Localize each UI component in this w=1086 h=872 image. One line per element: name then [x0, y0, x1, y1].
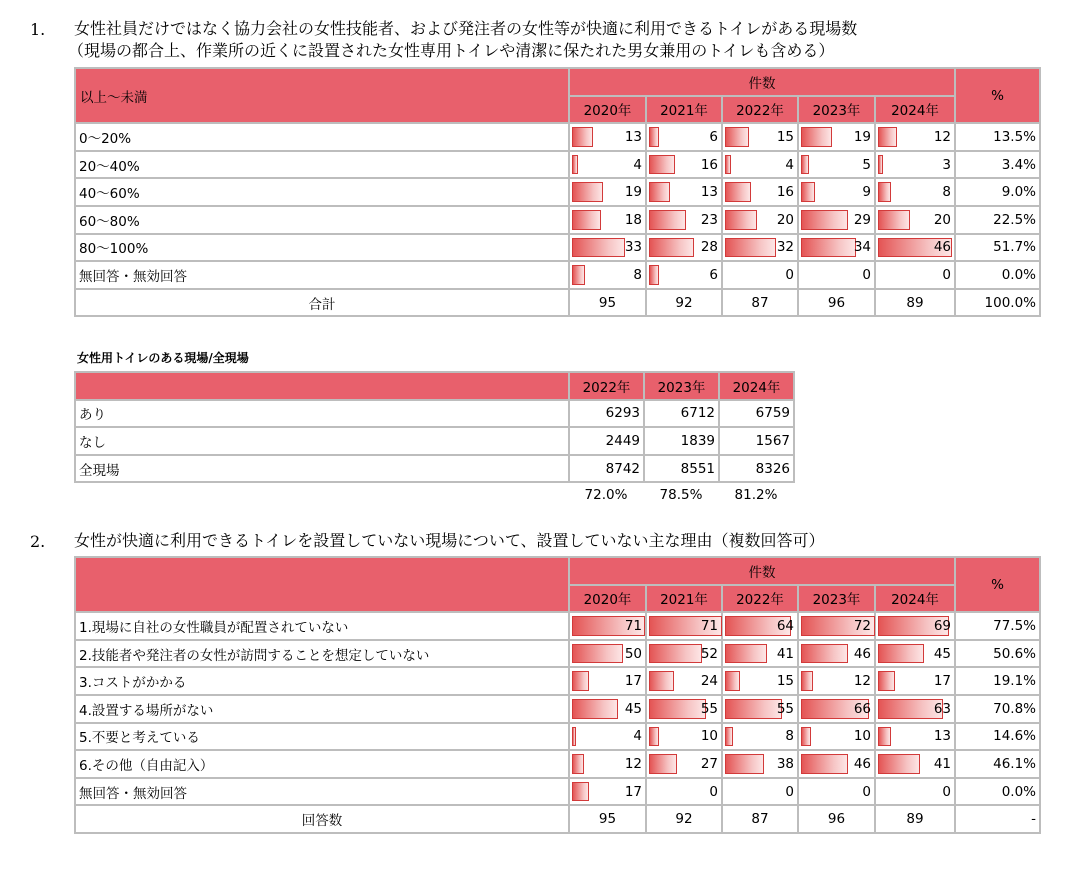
value-cell: [798, 667, 875, 695]
value-bar: [649, 754, 677, 774]
row-label: あり: [75, 400, 569, 428]
value-cell: [646, 723, 722, 751]
row-label: 1.現場に自社の女性職員が配置されていない: [75, 612, 569, 640]
value-cell: [875, 151, 955, 179]
value-number: 0: [709, 783, 718, 800]
value-bar: [878, 754, 920, 774]
value-cell: [875, 750, 955, 778]
value-number: 0: [862, 783, 871, 800]
value-bar: [572, 782, 589, 802]
value-cell: [722, 234, 798, 262]
total-label: 合計: [75, 289, 569, 317]
section-1-number: 1.: [30, 20, 46, 39]
value-cell: [798, 151, 875, 179]
value-number: 45: [624, 700, 642, 717]
value-cell: [722, 151, 798, 179]
row-label: 0～20%: [75, 123, 569, 151]
row-label: 3.コストがかかる: [75, 667, 569, 695]
value-cell: [798, 206, 875, 234]
value-cell: [798, 723, 875, 751]
table-row: [75, 427, 794, 455]
ratio-header-blank: [75, 372, 569, 400]
value-number: 17: [933, 673, 952, 690]
value-cell: [646, 261, 722, 289]
value-bar: [801, 210, 848, 230]
reason-table: [74, 556, 1041, 834]
value-cell: [875, 723, 955, 751]
table-row: [75, 234, 1040, 262]
value-cell: [646, 151, 722, 179]
value-number: 20: [933, 211, 952, 228]
value-cell: 6712: [644, 400, 719, 428]
value-bar: [725, 238, 776, 258]
value-number: 5: [862, 156, 871, 173]
table-row: [75, 455, 794, 483]
value-number: 63: [933, 700, 952, 717]
year-header: 2020年: [569, 585, 646, 613]
value-number: 41: [776, 645, 794, 662]
value-cell: [875, 261, 955, 289]
value-number: 32: [776, 239, 794, 256]
value-number: 13: [933, 728, 952, 745]
row-label: 2.技能者や発注者の女性が訪問することを想定していない: [75, 640, 569, 668]
percent-cell: 70.8%: [955, 695, 1040, 723]
value-number: 23: [700, 211, 718, 228]
count-group-header: 件数: [569, 68, 955, 96]
value-number: 28: [700, 239, 718, 256]
value-number: 50: [624, 645, 642, 662]
value-cell: [569, 234, 646, 262]
percent-cell: 46.1%: [955, 750, 1040, 778]
toilet-ratio-table: [74, 371, 795, 483]
value-cell: 8742: [569, 455, 644, 483]
value-number: 46: [853, 645, 871, 662]
value-bar: [572, 644, 623, 664]
value-bar: [801, 754, 848, 774]
value-bar: [801, 127, 832, 147]
percent-header: %: [955, 68, 1040, 123]
value-cell: 1567: [719, 427, 794, 455]
value-cell: [646, 178, 722, 206]
value-bar: [649, 210, 686, 230]
value-cell: 6293: [569, 400, 644, 428]
table-row: [75, 612, 1040, 640]
value-cell: [722, 261, 798, 289]
total-cell: 87: [722, 805, 798, 833]
value-number: 66: [853, 700, 871, 717]
percent-cell: 0.0%: [955, 261, 1040, 289]
section-1-title: 女性社員だけではなく協力会社の女性技能者、および発注者の女性等が快適に利用できるトイレがある現場数: [74, 19, 858, 38]
value-number: 71: [700, 617, 718, 634]
table-row: [75, 178, 1040, 206]
row-label: 60～80%: [75, 206, 569, 234]
value-bar: [572, 699, 618, 719]
value-bar: [572, 155, 578, 175]
section-2-title: 女性が快適に利用できるトイレを設置していない現場について、設置していない主な理由（複数回答可）: [74, 531, 825, 550]
value-cell: [722, 178, 798, 206]
value-number: 29: [853, 211, 871, 228]
value-cell: [569, 640, 646, 668]
value-cell: [646, 234, 722, 262]
value-cell: [722, 206, 798, 234]
value-cell: 6759: [719, 400, 794, 428]
year-header: 2023年: [644, 372, 719, 400]
value-number: 6: [709, 266, 718, 283]
value-number: 16: [776, 184, 794, 201]
value-bar: [649, 671, 674, 691]
value-bar: [649, 699, 706, 719]
value-number: 6: [709, 128, 718, 145]
table-row: [75, 695, 1040, 723]
total-cell: 92: [646, 805, 722, 833]
value-number: 4: [633, 156, 642, 173]
row-label: 4.設置する場所がない: [75, 695, 569, 723]
value-cell: [569, 723, 646, 751]
value-cell: [798, 612, 875, 640]
value-number: 24: [700, 673, 718, 690]
total-percent: -: [955, 805, 1040, 833]
row-header: 以上～未満: [75, 68, 569, 123]
value-number: 0: [942, 783, 952, 800]
value-number: 64: [776, 617, 794, 634]
value-number: 55: [700, 700, 718, 717]
value-number: 55: [776, 700, 794, 717]
value-number: 9: [862, 184, 871, 201]
value-cell: [875, 206, 955, 234]
value-number: 15: [776, 673, 794, 690]
total-cell: 92: [646, 289, 722, 317]
percent-cell: 9.0%: [955, 178, 1040, 206]
value-bar: [801, 182, 815, 202]
toilet-ratio-title: 女性用トイレのある現場/全現場: [77, 351, 249, 365]
value-cell: [875, 178, 955, 206]
value-bar: [572, 671, 589, 691]
value-bar: [725, 127, 749, 147]
value-cell: [569, 261, 646, 289]
value-number: 15: [776, 128, 794, 145]
value-cell: [569, 206, 646, 234]
year-header: 2020年: [569, 96, 646, 124]
value-bar: [878, 727, 891, 747]
value-number: 12: [624, 755, 642, 772]
total-cell: 95: [569, 289, 646, 317]
value-bar: [649, 644, 702, 664]
value-cell: [722, 640, 798, 668]
percent-cell: 77.5%: [955, 612, 1040, 640]
value-cell: [798, 178, 875, 206]
value-number: 34: [853, 239, 871, 256]
year-header: 2023年: [798, 96, 875, 124]
value-cell: [722, 695, 798, 723]
value-bar: [878, 127, 897, 147]
value-cell: [569, 750, 646, 778]
value-number: 69: [933, 617, 952, 634]
year-header: 2023年: [798, 585, 875, 613]
value-cell: [722, 612, 798, 640]
value-number: 20: [776, 211, 794, 228]
total-cell: 95: [569, 805, 646, 833]
value-number: 12: [853, 673, 871, 690]
value-number: 8: [785, 728, 794, 745]
percent-cell: 14.6%: [955, 723, 1040, 751]
value-cell: [569, 667, 646, 695]
value-bar: [725, 754, 764, 774]
value-number: 3: [942, 156, 952, 173]
value-number: 0: [942, 266, 952, 283]
value-bar: [572, 127, 593, 147]
year-header: 2024年: [875, 96, 955, 124]
year-header: 2024年: [719, 372, 794, 400]
value-cell: [569, 612, 646, 640]
value-cell: [875, 667, 955, 695]
value-bar: [649, 238, 694, 258]
row-label: 6.その他（自由記入）: [75, 750, 569, 778]
year-header: 2024年: [875, 585, 955, 613]
value-cell: [875, 778, 955, 806]
total-cell: 87: [722, 289, 798, 317]
value-number: 13: [700, 184, 718, 201]
value-bar: [572, 265, 585, 285]
row-label: 40～60%: [75, 178, 569, 206]
row-label: 5.不要と考えている: [75, 723, 569, 751]
value-bar: [878, 182, 891, 202]
percent-cell: 22.5%: [955, 206, 1040, 234]
value-bar: [801, 727, 811, 747]
value-number: 13: [624, 128, 642, 145]
value-cell: [646, 640, 722, 668]
value-cell: [646, 695, 722, 723]
row-label: 無回答・無効回答: [75, 261, 569, 289]
value-cell: [569, 151, 646, 179]
year-header: 2022年: [722, 96, 798, 124]
count-group-header: 件数: [569, 557, 955, 585]
value-bar: [801, 644, 848, 664]
value-cell: [646, 778, 722, 806]
value-number: 8: [942, 184, 952, 201]
percent-cell: 0.0%: [955, 778, 1040, 806]
table-row: [75, 206, 1040, 234]
value-cell: [722, 123, 798, 151]
value-cell: [798, 778, 875, 806]
value-cell: [875, 612, 955, 640]
value-bar: [649, 727, 659, 747]
value-number: 10: [853, 728, 871, 745]
value-number: 46: [933, 239, 952, 256]
ratio-value: 78.5%: [659, 487, 703, 503]
value-number: 46: [853, 755, 871, 772]
value-number: 45: [933, 645, 952, 662]
section-1-subtitle: （現場の都合上、作業所の近くに設置された女性専用トイレや清潔に保たれた男女兼用のトイレも含める）: [68, 41, 835, 60]
value-cell: 1839: [644, 427, 719, 455]
value-number: 71: [624, 617, 642, 634]
table-row: [75, 400, 794, 428]
value-bar: [725, 182, 751, 202]
row-label: 全現場: [75, 455, 569, 483]
percent-cell: 19.1%: [955, 667, 1040, 695]
percent-cell: 50.6%: [955, 640, 1040, 668]
value-bar: [572, 210, 601, 230]
value-number: 38: [776, 755, 794, 772]
row-label: なし: [75, 427, 569, 455]
percent-header: %: [955, 557, 1040, 612]
value-number: 52: [700, 645, 718, 662]
value-cell: [798, 234, 875, 262]
table-row: [75, 123, 1040, 151]
value-cell: [569, 695, 646, 723]
value-cell: [569, 778, 646, 806]
value-cell: 2449: [569, 427, 644, 455]
row-label: 無回答・無効回答: [75, 778, 569, 806]
ratio-value: 81.2%: [734, 487, 778, 503]
table-row: [75, 723, 1040, 751]
value-number: 0: [862, 266, 871, 283]
year-header: 2021年: [646, 96, 722, 124]
value-cell: [722, 667, 798, 695]
value-number: 8: [633, 266, 642, 283]
value-cell: [722, 778, 798, 806]
year-header: 2022年: [722, 585, 798, 613]
section-2-number: 2.: [30, 532, 46, 551]
value-cell: [875, 123, 955, 151]
value-cell: [798, 695, 875, 723]
value-bar: [649, 182, 670, 202]
value-cell: [646, 206, 722, 234]
value-cell: [646, 612, 722, 640]
total-cell: 96: [798, 805, 875, 833]
value-number: 0: [785, 266, 794, 283]
value-number: 12: [933, 128, 952, 145]
value-cell: [875, 640, 955, 668]
value-number: 72: [853, 617, 871, 634]
value-bar: [801, 238, 856, 258]
value-number: 41: [933, 755, 952, 772]
total-label: 回答数: [75, 805, 569, 833]
row-header-blank: [75, 557, 569, 612]
value-cell: [646, 750, 722, 778]
value-number: 33: [624, 239, 642, 256]
table-row: [75, 750, 1040, 778]
value-number: 19: [624, 184, 642, 201]
value-bar: [572, 754, 584, 774]
value-number: 0: [785, 783, 794, 800]
value-cell: [569, 123, 646, 151]
table-row: [75, 667, 1040, 695]
value-bar: [725, 671, 740, 691]
value-number: 17: [624, 673, 642, 690]
table-row: [75, 151, 1040, 179]
value-number: 17: [624, 783, 642, 800]
total-percent: 100.0%: [955, 289, 1040, 317]
value-bar: [878, 644, 924, 664]
value-bar: [649, 127, 659, 147]
total-cell: 96: [798, 289, 875, 317]
value-cell: [722, 723, 798, 751]
value-number: 27: [700, 755, 718, 772]
value-bar: [878, 155, 883, 175]
table-row: [75, 778, 1040, 806]
value-cell: 8551: [644, 455, 719, 483]
value-cell: [875, 234, 955, 262]
row-label: 20～40%: [75, 151, 569, 179]
total-cell: 89: [875, 805, 955, 833]
value-cell: [875, 695, 955, 723]
value-bar: [725, 699, 782, 719]
value-bar: [572, 182, 603, 202]
value-number: 4: [785, 156, 794, 173]
value-cell: [646, 667, 722, 695]
table-row: [75, 640, 1040, 668]
row-label: 80～100%: [75, 234, 569, 262]
percent-cell: 3.4%: [955, 151, 1040, 179]
value-bar: [725, 155, 731, 175]
value-cell: [798, 261, 875, 289]
ratio-value: 72.0%: [584, 487, 628, 503]
value-number: 4: [633, 728, 642, 745]
table-row: [75, 261, 1040, 289]
value-cell: [798, 750, 875, 778]
value-cell: [646, 123, 722, 151]
year-header: 2022年: [569, 372, 644, 400]
value-bar: [725, 727, 733, 747]
value-bar: [649, 155, 675, 175]
value-bar: [801, 155, 809, 175]
value-number: 10: [700, 728, 718, 745]
value-bar: [649, 265, 659, 285]
value-bar: [572, 238, 625, 258]
year-header: 2021年: [646, 585, 722, 613]
value-number: 18: [624, 211, 642, 228]
percent-cell: 13.5%: [955, 123, 1040, 151]
value-cell: [722, 750, 798, 778]
value-cell: [569, 178, 646, 206]
value-number: 16: [700, 156, 718, 173]
value-bar: [801, 671, 813, 691]
percent-cell: 51.7%: [955, 234, 1040, 262]
value-bar: [725, 644, 767, 664]
total-cell: 89: [875, 289, 955, 317]
value-cell: 8326: [719, 455, 794, 483]
value-bar: [878, 210, 910, 230]
value-bar: [878, 671, 895, 691]
value-number: 19: [853, 128, 871, 145]
value-bar: [572, 727, 576, 747]
value-bar: [725, 210, 757, 230]
value-cell: [798, 123, 875, 151]
value-cell: [798, 640, 875, 668]
site-count-table: [74, 67, 1041, 317]
